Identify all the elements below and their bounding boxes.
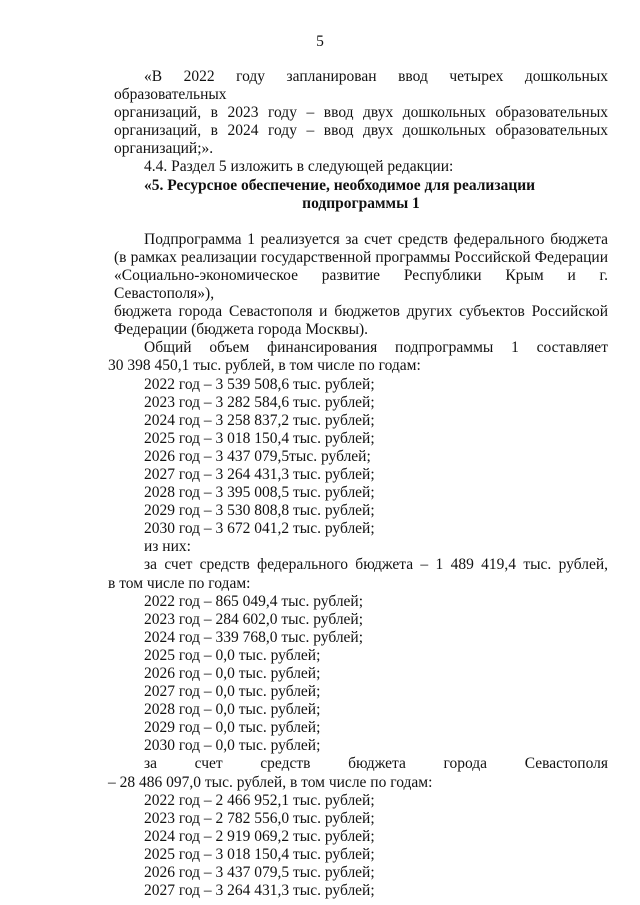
heading-line: подпрограммы 1 [302,194,420,212]
text-line: организаций, в 2023 году – ввод двух дошкольных образовательных [114,104,608,122]
year-line: 2025 год – 3 018 150,4 тыс. рублей; [144,429,375,447]
year-line: 2028 год – 0,0 тыс. рублей; [144,701,321,719]
federal-budget [108,556,608,755]
year-line: 2024 год – 339 768,0 тыс. рублей; [144,628,364,646]
text-line: Федерации (бюджета города Москвы). [114,321,369,339]
total-funding [108,339,608,556]
year-line: 2027 год – 3 264 431,3 тыс. рублей; [144,465,375,483]
text-line: – 28 486 097,0 тыс. рублей, в том числе по годам: [108,773,433,791]
year-line: 2022 год – 2 466 952,1 тыс. рублей; [144,791,375,809]
spread-line [114,339,608,357]
text-line: «В 2022 году запланирован ввод четырех дошкольных образовательных [114,68,608,104]
year-line: 2028 год – 3 395 008,5 тыс. рублей; [144,484,375,502]
year-line: 2022 год – 865 049,4 тыс. рублей; [144,592,364,610]
year-line: 2030 год – 0,0 тыс. рублей; [144,737,321,755]
year-line: 2023 год – 284 602,0 тыс. рублей; [144,610,364,628]
word: Севастополя [524,755,608,773]
text-line: из них: [144,538,191,556]
word: финансирования [267,339,378,357]
year-line: 2024 год – 3 258 837,2 тыс. рублей; [144,411,375,429]
word: города [443,755,488,773]
word: бюджета [348,755,406,773]
text-line: «Социально-экономическое развитие Республики Крым и г. Севастополя»), [114,266,608,303]
year-line: 2026 год – 3 437 079,5 тыс. рублей; [144,864,375,882]
sevastopol-budget [108,755,608,900]
quote-paragraph [114,68,608,158]
spacer [114,213,608,231]
year-line: 2023 год – 2 782 556,0 тыс. рублей; [144,809,375,827]
text-line: за счет средств федерального бюджета – 1 489 419,4 тыс. рублей, [144,556,608,574]
word: объем [209,339,250,357]
text-line: 30 398 450,1 тыс. рублей, в том числе по годам: [108,357,421,375]
year-line: 2022 год – 3 539 508,6 тыс. рублей; [144,375,375,393]
year-line: 2025 год – 3 018 150,4 тыс. рублей; [144,845,375,863]
year-line: 2023 год – 3 282 584,6 тыс. рублей; [144,393,375,411]
year-line: 2027 год – 0,0 тыс. рублей; [144,683,321,701]
text-line: организаций;». [114,140,214,158]
word: счет [194,755,223,773]
text-line: бюджета города Севастополя и бюджетов других субъектов Российской [114,303,608,321]
intro-paragraph [114,231,608,340]
word: 1 [511,339,519,357]
word: Общий [144,339,192,357]
word: составляет [536,339,608,357]
text-line: (в рамках реализации государственной программы Российской Федерации [114,248,608,266]
word: средств [260,755,311,773]
word: за [144,755,158,773]
year-line: 2025 год – 0,0 тыс. рублей; [144,646,321,664]
year-line: 2029 год – 0,0 тыс. рублей; [144,719,321,737]
year-line: 2026 год – 0,0 тыс. рублей; [144,665,321,682]
year-line: 2026 год – 3 437 079,5тыс. рублей; [144,447,371,465]
year-line: 2024 год – 2 919 069,2 тыс. рублей; [144,827,375,845]
section-note: 4.4. Раздел 5 изложить в следующей редакции: [144,158,454,176]
text-line: в том числе по годам: [108,574,251,592]
spread-line [114,755,608,773]
year-line: 2029 год – 3 530 808,8 тыс. рублей; [144,502,375,520]
document-body [108,68,608,900]
text-line: организаций, в 2024 году – ввод двух дошкольных образовательных [114,122,608,140]
section-heading [114,177,608,213]
heading-line: «5. Ресурсное обеспечение, необходимое для реализации [144,176,536,194]
year-line: 2030 год – 3 672 041,2 тыс. рублей; [144,520,375,538]
text-line: Подпрограмма 1 реализуется за счет средств федерального бюджета [144,230,608,248]
word: подпрограммы [395,339,494,357]
year-line: 2027 год – 3 264 431,3 тыс. рублей; [144,882,375,900]
page-number: 5 [316,33,324,50]
